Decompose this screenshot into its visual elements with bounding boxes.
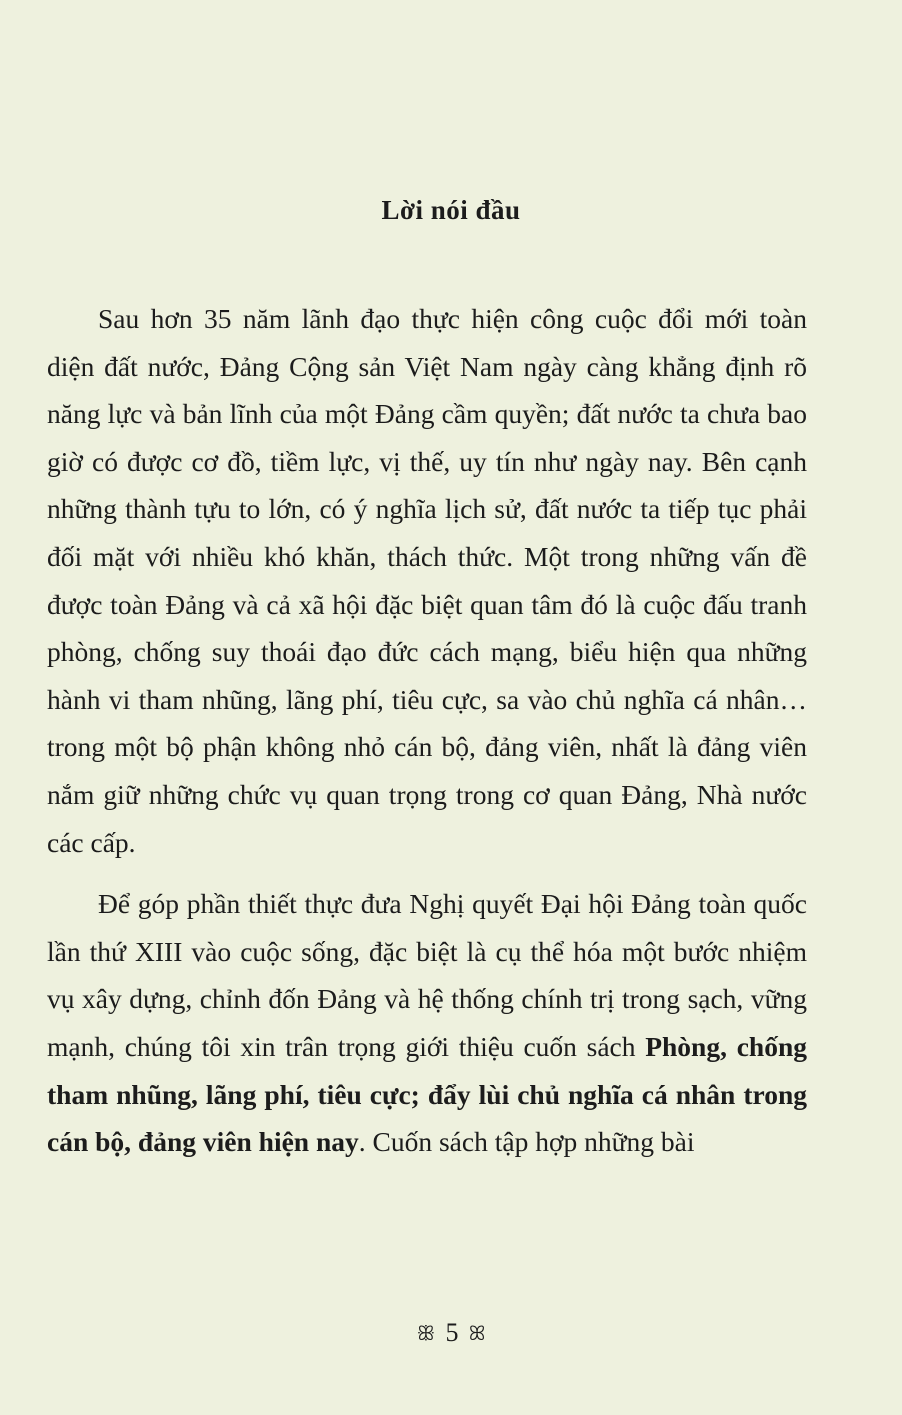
right-ornament-icon: ꕤ — [468, 1321, 486, 1346]
left-ornament-icon: ꕥ — [416, 1321, 436, 1346]
book-title: Phòng, chống tham nhũng, lãng phí, tiêu cực; đẩy lùi chủ nghĩa cá nhân trong cán bộ, đảng viên hiện nay — [47, 1030, 807, 1158]
paragraph-2-tail: . Cuốn sách tập hợp những bài — [358, 1126, 695, 1158]
paragraph-2-intro: Để góp phần thiết thực đưa Nghị quyết Đại hội Đảng toàn quốc lần thứ XIII vào cuộc sống, đặc biệt là cụ thể hóa một bước nhiệm vụ xây dựng, chỉnh đốn Đảng và hệ thống chính trị trong sạch, vững mạnh, chúng tôi xin trân trọng giới thiệu cuốn sách — [47, 888, 807, 1062]
paragraph-2 — [47, 880, 807, 1166]
body-text — [47, 295, 807, 1180]
page-footer — [0, 1315, 902, 1350]
page-number: 5 — [445, 1318, 459, 1348]
page-title: Lời nói đầu — [381, 195, 521, 225]
paragraph-1: Sau hơn 35 năm lãnh đạo thực hiện công cuộc đổi mới toàn diện đất nước, Đảng Cộng sản Việt Nam ngày càng khẳng định rõ năng lực và bản lĩnh của một Đảng cầm quyền; đất nước ta chưa bao giờ có được cơ đồ, tiềm lực, vị thế, uy tín như ngày nay. Bên cạnh những thành tựu to lớn, có ý nghĩa lịch sử, đất nước ta tiếp tục phải đối mặt với nhiều khó khăn, thách thức. Một trong những vấn đề được toàn Đảng và cả xã hội đặc biệt quan tâm đó là cuộc đấu tranh phòng, chống suy thoái đạo đức cách mạng, biểu hiện qua những hành vi tham nhũng, lãng phí, tiêu cực, sa vào chủ nghĩa cá nhân… trong một bộ phận không nhỏ cán bộ, đảng viên, nhất là đảng viên nắm giữ những chức vụ quan trọng trong cơ quan Đảng, Nhà nước các cấp. — [47, 303, 807, 858]
